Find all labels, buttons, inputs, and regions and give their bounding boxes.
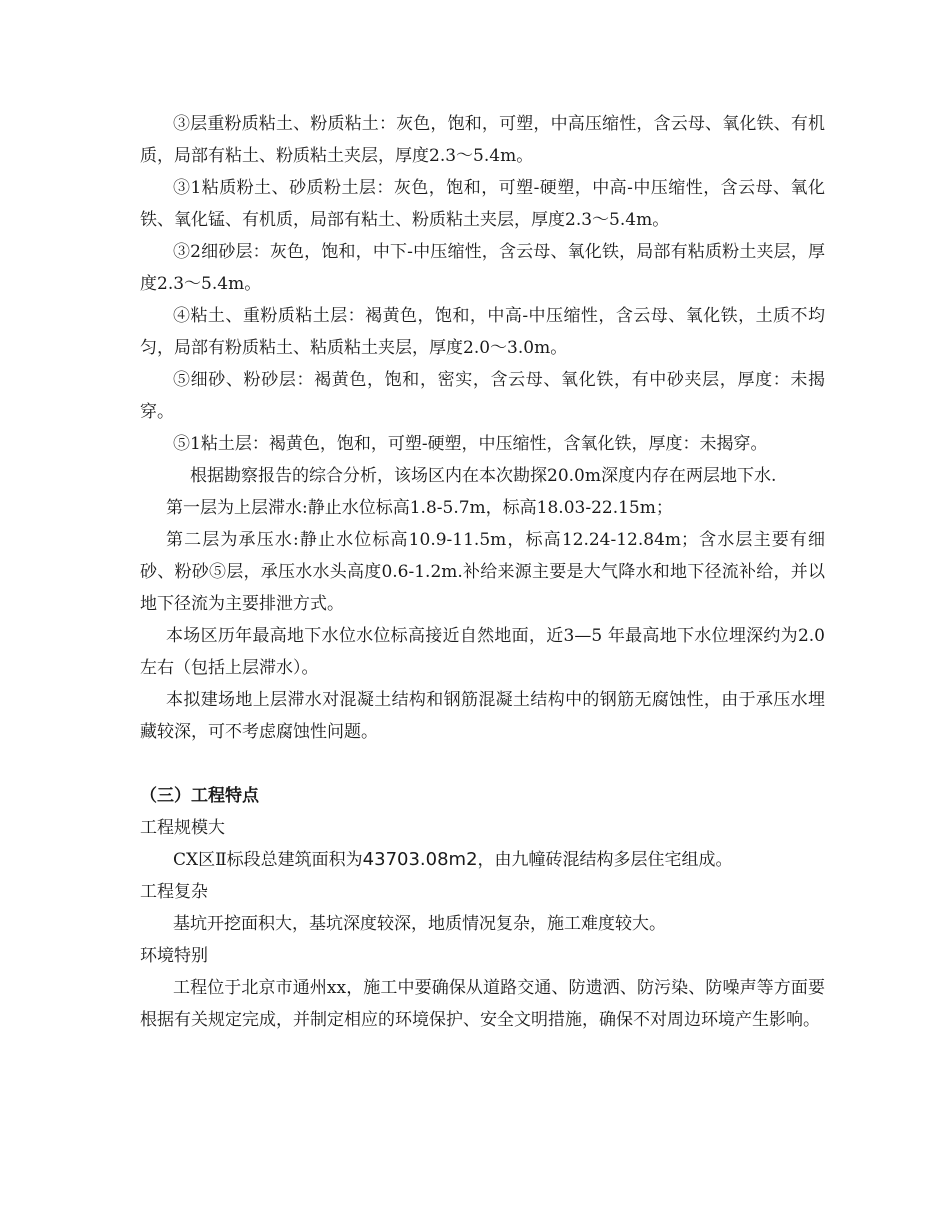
paragraph-layer5-1: ⑤1粘土层：褐黄色，饱和，可塑-硬塑，中压缩性，含氧化铁，厚度：未揭穿。 xyxy=(173,434,768,454)
subheading-environment: 环境特别 xyxy=(140,946,208,966)
paragraph-groundwater-second-layer: 第二层为承压水:静止水位标高10.9-11.5m，标高12.24-12.84m；含水层主要有细砂、粉砂⑤层，承压水水头高度0.6-1.2m.补给来源主要是大气降水和地下径流补给，并以地下径流为主要排泄方式。 xyxy=(140,530,825,614)
paragraph-groundwater-intro: 根据勘察报告的综合分析，该场区内在本次勘探20.0m深度内存在两层地下水. xyxy=(190,466,777,486)
paragraph-scale xyxy=(140,844,825,876)
paragraph-groundwater-first-layer: 第一层为上层滞水:静止水位标高1.8-5.7m，标高18.03-22.15m； xyxy=(166,498,673,518)
paragraph-corrosion: 本拟建场地上层滞水对混凝土结构和钢筋混凝土结构中的钢筋无腐蚀性，由于承压水埋藏较深，可不考虑腐蚀性问题。 xyxy=(140,690,825,742)
paragraph-layer3: ③层重粉质粘土、粉质粘土：灰色，饱和，可塑，中高压缩性，含云母、氧化铁、有机质，局部有粘土、粉质粘土夹层，厚度2.3～5.4m。 xyxy=(140,114,825,166)
section-spacer xyxy=(140,748,825,780)
paragraph-groundwater-history: 本场区历年最高地下水位水位标高接近自然地面，近3—5 年最高地下水位埋深约为2.0左右（包括上层滞水）。 xyxy=(140,626,825,678)
subheading-complexity: 工程复杂 xyxy=(140,882,208,902)
scale-text-prefix: CX区Ⅱ标段总建筑面积为 xyxy=(173,850,363,870)
paragraph-complexity: 基坑开挖面积大，基坑深度较深，地质情况复杂，施工难度较大。 xyxy=(173,914,666,934)
paragraph-layer3-1: ③1粘质粉土、砂质粉土层：灰色，饱和，可塑-硬塑，中高-中压缩性，含云母、氧化铁、氧化锰、有机质，局部有粘土、粉质粘土夹层，厚度2.3～5.4m。 xyxy=(140,178,825,230)
paragraph-environment: 工程位于北京市通州xx，施工中要确保从道路交通、防遗洒、防污染、防噪声等方面要根据有关规定完成，并制定相应的环境保护、安全文明措施，确保不对周边环境产生影响。 xyxy=(140,978,825,1030)
paragraph-layer5: ⑤细砂、粉砂层：褐黄色，饱和，密实，含云母、氧化铁，有中砂夹层，厚度：未揭穿。 xyxy=(140,370,825,422)
scale-area-value: 43703.08m2 xyxy=(362,849,478,870)
paragraph-layer4: ④粘土、重粉质粘土层：褐黄色，饱和，中高-中压缩性，含云母、氧化铁，土质不均匀，局部有粉质粘土、粘质粘土夹层，厚度2.0～3.0m。 xyxy=(140,306,825,358)
subheading-scale: 工程规模大 xyxy=(140,818,225,838)
document-page xyxy=(140,108,825,1036)
section-heading-project-features: （三）工程特点 xyxy=(140,786,259,806)
scale-text-suffix: ，由九幢砖混结构多层住宅组成。 xyxy=(477,850,733,870)
paragraph-layer3-2: ③2细砂层：灰色，饱和，中下-中压缩性，含云母、氧化铁，局部有粘质粉土夹层，厚度2.3～5.4m。 xyxy=(140,242,825,294)
